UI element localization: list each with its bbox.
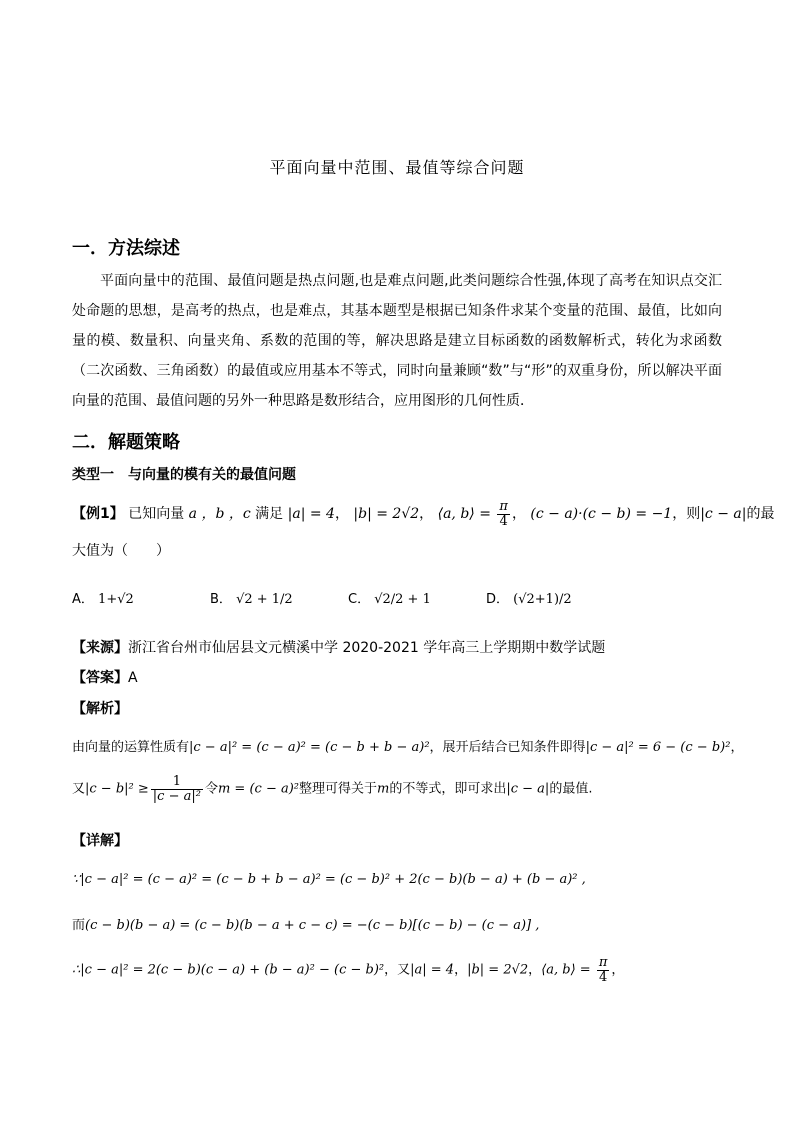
detail-line-2-text: 而 <box>72 918 86 933</box>
analysis-line-1-text-c: ， <box>730 740 744 755</box>
example-vars: a ，b ，c <box>188 506 251 523</box>
example-cond-3-fraction: $\frac{\pi}{4}$ <box>499 499 508 529</box>
option-a-label: A． <box>72 592 94 607</box>
detail-line-2 <box>72 914 539 933</box>
option-b-label: B． <box>210 592 232 607</box>
analysis-line-2-text-e: 的最值. <box>549 781 593 797</box>
option-c <box>348 588 431 607</box>
example-line-2: 大值为（ ） <box>72 543 170 559</box>
method-paragraph: 平面向量中的范围、最值问题是热点问题,也是难点问题,此类问题综合性强,体现了高考在知识点交汇处命题的思想，是高考的热点，也是难点，其基本题型是根据已知条件求某个变量的范围、最值，比如向量的模、数量积、向量夹角、系数的范围的等，解决思路是建立目标函数的函数解析式，转化为求函数（二次函数、三角函数）的最值或应用基本不等式，同时向量兼顾“数”与“形”的双重身份，所以解决平面向量的范围、最值问题的另外一种思路是数形结合，应用图形的几何性质． <box>72 273 722 409</box>
analysis-label: 【解析】 <box>72 701 128 717</box>
analysis-line-1-text-a: 由向量的运算性质有 <box>72 740 190 755</box>
option-a-value: 1+√2 <box>98 592 134 607</box>
example-text-c: ，则 <box>672 506 701 523</box>
detail-label: 【详解】 <box>72 833 128 849</box>
detail-line-3-cond-2: |b| = 2√2 <box>467 962 529 978</box>
section-heading-method: 一．方法综述 <box>72 238 180 259</box>
option-b-value: √2 + 1/2 <box>236 592 293 607</box>
analysis-line-2-m: m <box>377 781 390 797</box>
detail-line-3-text: ，又 <box>384 962 411 978</box>
example-target: |c − a| <box>700 506 747 523</box>
analysis-line-2-eq: |c − b|² ≥ <box>85 781 149 797</box>
analysis-line-1-eq2: |c − a|² = 6 − (c − b)² <box>585 740 731 755</box>
detail-line-3-cond-1: |a| = 4 <box>410 962 455 978</box>
example-cond-2: |b| = 2√2 <box>353 506 420 523</box>
example-cond-4: (c − a)·(c − b) = −1 <box>530 506 673 523</box>
detail-line-3-cond-3: ⟨a, b⟩ = <box>541 962 595 978</box>
detail-line-1: ∵|c − a|² = (c − a)² = (c − b + b − a)² = (c − b)² + 2(c − b)(b − a) + (b − a)² , <box>72 872 586 887</box>
analysis-line-2-fraction: $\frac{1}{\text{|c − a|²}}$ <box>152 774 201 804</box>
detail-line-3-end: ， <box>611 962 625 978</box>
source-line <box>72 637 605 657</box>
detail-line-3-eq: ∴|c − a|² = 2(c − b)(c − a) + (b − a)² − (c − b)² <box>72 962 385 978</box>
analysis-line-2 <box>72 775 592 803</box>
analysis-line-1 <box>72 736 743 755</box>
example-text-a: 已知向量 <box>128 506 185 523</box>
example-text-d: 的最 <box>746 506 775 523</box>
page-title: 平面向量中范围、最值等综合问题 <box>269 158 525 177</box>
option-b <box>210 588 293 607</box>
example-label: 【例1】 <box>72 506 124 523</box>
answer-label: 【答案】 <box>72 670 128 686</box>
section-heading-strategy: 二．解题策略 <box>72 432 180 453</box>
analysis-line-2-text-b: 令 <box>204 781 218 797</box>
example-text-b: 满足 <box>255 506 284 523</box>
analysis-line-2-text-a: 又 <box>72 781 86 797</box>
option-d-value: (√2+1)/2 <box>513 592 572 607</box>
detail-line-3: ∴|c − a|² = 2(c − b)(c − a) + (b − a)² − (c − b)²，又|a| = 4，|b| = 2√2，⟨a, b⟩ = $\frac{\pi}{4}$ ， <box>72 955 625 985</box>
answer-text: A <box>128 670 138 686</box>
source-label: 【来源】 <box>72 640 128 656</box>
detail-line-3-fraction: $\frac{\pi}{4}$ <box>598 955 608 985</box>
example-cond-3: ⟨a, b⟩ = <box>437 506 496 523</box>
option-c-value: √2/2 + 1 <box>374 592 431 607</box>
analysis-line-2-text-d: 的不等式，即可求出 <box>389 781 507 797</box>
example-line-1: 【例1】 已知向量 a ，b ，c 满足 |a| = 4， |b| = 2√2， ⟨a, b⟩ = $\frac{\pi}{4}$ ， (c − a)·(c − b) = −1，则|c − a|的最 <box>72 499 775 529</box>
analysis-line-1-text-b: ，展开后结合已知条件即得 <box>429 740 586 755</box>
analysis-line-2-eq2: m = (c − a)² <box>217 781 299 797</box>
option-d <box>486 588 572 607</box>
source-text: 浙江省台州市仙居县文元横溪中学 2020-2021 学年高三上学期期中数学试题 <box>128 640 606 656</box>
option-a <box>72 588 134 607</box>
type1-heading: 类型一 与向量的模有关的最值问题 <box>72 467 296 483</box>
answer-line <box>72 667 138 687</box>
analysis-line-1-eq: |c − a|² = (c − a)² = (c − b + b − a)² <box>189 740 430 755</box>
option-d-label: D． <box>486 592 510 607</box>
example-cond-1: |a| = 4 <box>287 506 335 523</box>
analysis-line-2-text-c: 整理可得关于 <box>299 781 378 797</box>
analysis-line-2-eq3: |c − a| <box>506 781 550 797</box>
option-c-label: C． <box>348 592 371 607</box>
detail-line-2-eq: (c − b)(b − a) = (c − b)(b − a + c − c) = −(c − b)[(c − b) − (c − a)] , <box>85 918 540 933</box>
